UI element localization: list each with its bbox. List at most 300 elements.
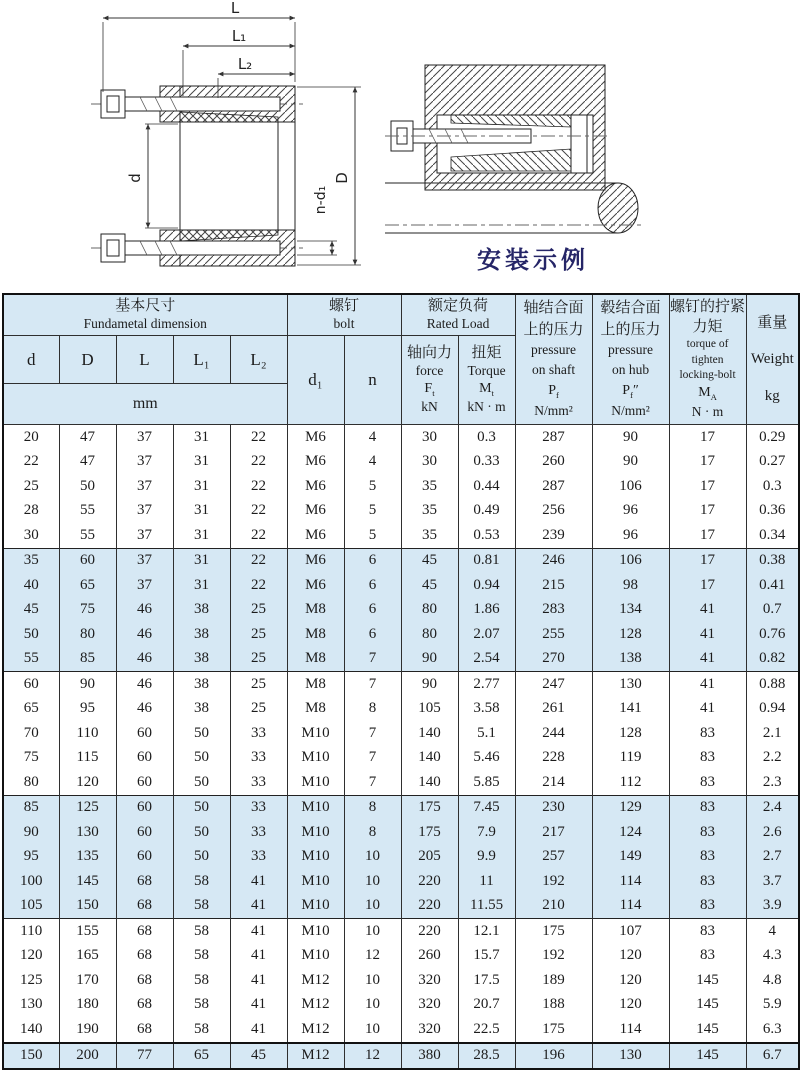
- table-cell: 1.86: [458, 598, 515, 623]
- table-cell: 25: [3, 474, 59, 499]
- table-cell: 83: [669, 919, 746, 944]
- table-cell: 175: [515, 919, 592, 944]
- table-cell: 6.3: [746, 1017, 799, 1043]
- dim-label-nd1: n-d₁: [313, 185, 329, 215]
- table-cell: 83: [669, 894, 746, 919]
- table-cell: 22: [230, 425, 287, 450]
- table-cell: 50: [173, 746, 230, 771]
- table-row: [3, 474, 799, 499]
- table-cell: 80: [59, 622, 116, 647]
- table-cell: 105: [401, 697, 458, 722]
- pressure-shaft-zh1: 轴结合面: [523, 299, 584, 316]
- table-cell: 38: [173, 598, 230, 623]
- table-cell: 25: [230, 672, 287, 697]
- table-cell: 135: [59, 845, 116, 870]
- table-cell: M8: [287, 598, 344, 623]
- table-cell: 46: [116, 647, 173, 672]
- table-cell: M10: [287, 869, 344, 894]
- table-cell: 260: [401, 944, 458, 969]
- table-cell: 90: [592, 425, 669, 450]
- table-cell: 0.7: [746, 598, 799, 623]
- table-cell: 5: [344, 474, 401, 499]
- table-cell: 90: [3, 820, 59, 845]
- table-cell: 83: [669, 869, 746, 894]
- table-cell: 0.82: [746, 647, 799, 672]
- table-row: [3, 548, 799, 573]
- table-cell: 150: [3, 1043, 59, 1070]
- table-cell: 192: [515, 869, 592, 894]
- table-cell: 120: [59, 770, 116, 795]
- table-row: [3, 919, 799, 944]
- table-row: [3, 1043, 799, 1070]
- table-cell: 5: [344, 499, 401, 524]
- table-cell: 90: [401, 672, 458, 697]
- table-cell: 17: [669, 548, 746, 573]
- table-cell: 37: [116, 499, 173, 524]
- table-cell: 46: [116, 598, 173, 623]
- table-cell: 31: [173, 548, 230, 573]
- table-cell: M6: [287, 474, 344, 499]
- table-row: [3, 869, 799, 894]
- tighten-en1: torque of: [686, 338, 729, 351]
- table-row: [3, 944, 799, 969]
- table-cell: 10: [344, 1017, 401, 1043]
- table-cell: 0.27: [746, 450, 799, 475]
- table-cell: 25: [230, 697, 287, 722]
- table-cell: 80: [401, 598, 458, 623]
- table-cell: 85: [59, 647, 116, 672]
- table-cell: 120: [592, 944, 669, 969]
- unit-header-mm: mm: [3, 384, 287, 425]
- table-cell: 22: [230, 573, 287, 598]
- col-header-axial-force: 轴向力 force $F_t$ kN: [401, 336, 458, 425]
- table-row: [3, 845, 799, 870]
- table-cell: 2.1: [746, 721, 799, 746]
- table-cell: 33: [230, 770, 287, 795]
- group-header-basic: [3, 294, 287, 336]
- table-row: [3, 598, 799, 623]
- table-cell: 239: [515, 523, 592, 548]
- table-cell: 0.88: [746, 672, 799, 697]
- table-cell: 380: [401, 1043, 458, 1070]
- installation-example-drawing: [385, 53, 715, 253]
- table-row: [3, 1017, 799, 1043]
- table-cell: 30: [401, 450, 458, 475]
- pressure-hub-symbol: $P_f''$: [622, 382, 639, 400]
- rated-zh: 额定负荷: [428, 298, 489, 315]
- table-row: [3, 622, 799, 647]
- table-cell: 37: [116, 548, 173, 573]
- table-cell: 247: [515, 672, 592, 697]
- table-cell: 75: [59, 598, 116, 623]
- dim-label-L1: L₁: [231, 27, 247, 45]
- table-cell: 170: [59, 968, 116, 993]
- table-cell: M6: [287, 425, 344, 450]
- table-cell: 165: [59, 944, 116, 969]
- weight-en: Weight: [750, 351, 794, 368]
- table-cell: 83: [669, 746, 746, 771]
- pressure-hub-en2: on hub: [611, 361, 650, 377]
- table-cell: 2.07: [458, 622, 515, 647]
- table-cell: 41: [230, 894, 287, 919]
- table-cell: 100: [3, 869, 59, 894]
- table-cell: 4: [344, 450, 401, 475]
- table-cell: 60: [3, 672, 59, 697]
- table-cell: 83: [669, 795, 746, 820]
- table-cell: 125: [59, 795, 116, 820]
- table-cell: 140: [401, 721, 458, 746]
- table-cell: 256: [515, 499, 592, 524]
- table-cell: 214: [515, 770, 592, 795]
- table-cell: 283: [515, 598, 592, 623]
- table-cell: 83: [669, 944, 746, 969]
- table-cell: 7: [344, 672, 401, 697]
- table-cell: 5.1: [458, 721, 515, 746]
- table-row: [3, 721, 799, 746]
- table-cell: 38: [173, 697, 230, 722]
- table-cell: 22: [3, 450, 59, 475]
- table-cell: 0.76: [746, 622, 799, 647]
- table-cell: 110: [3, 919, 59, 944]
- table-cell: 155: [59, 919, 116, 944]
- table-cell: 22: [230, 548, 287, 573]
- table-cell: 4: [746, 919, 799, 944]
- table-row: [3, 770, 799, 795]
- table-cell: M8: [287, 647, 344, 672]
- table-cell: 0.33: [458, 450, 515, 475]
- tighten-unit: N · m: [691, 404, 724, 420]
- table-cell: 180: [59, 993, 116, 1018]
- group-header-bolt: [287, 294, 401, 336]
- table-cell: 6: [344, 548, 401, 573]
- table-cell: 58: [173, 1017, 230, 1043]
- table-cell: 120: [3, 944, 59, 969]
- table-cell: 90: [592, 450, 669, 475]
- table-cell: 17: [669, 450, 746, 475]
- table-cell: 41: [669, 697, 746, 722]
- table-cell: 12.1: [458, 919, 515, 944]
- table-cell: 46: [116, 697, 173, 722]
- table-cell: 0.38: [746, 548, 799, 573]
- table-cell: 220: [401, 919, 458, 944]
- table-row: [3, 573, 799, 598]
- table-cell: 10: [344, 845, 401, 870]
- table-cell: 58: [173, 894, 230, 919]
- table-cell: 0.94: [458, 573, 515, 598]
- table-cell: 45: [401, 548, 458, 573]
- table-cell: 320: [401, 993, 458, 1018]
- table-cell: 50: [173, 820, 230, 845]
- table-cell: 20: [3, 425, 59, 450]
- table-cell: 106: [592, 474, 669, 499]
- table-cell: 0.36: [746, 499, 799, 524]
- table-cell: 68: [116, 968, 173, 993]
- table-cell: 80: [401, 622, 458, 647]
- dim-label-L: L: [230, 0, 240, 17]
- table-cell: 60: [116, 770, 173, 795]
- table-cell: M10: [287, 795, 344, 820]
- group-header-rated-load: [401, 294, 515, 336]
- table-cell: 35: [401, 523, 458, 548]
- weight-zh: 重量: [757, 314, 788, 331]
- table-cell: 45: [401, 573, 458, 598]
- table-cell: 33: [230, 820, 287, 845]
- table-cell: 31: [173, 425, 230, 450]
- table-cell: 7: [344, 647, 401, 672]
- table-cell: 260: [515, 450, 592, 475]
- table-row: [3, 820, 799, 845]
- table-cell: 114: [592, 1017, 669, 1043]
- col-header-pressure-hub: [592, 294, 669, 425]
- table-cell: 50: [173, 845, 230, 870]
- table-cell: 35: [3, 548, 59, 573]
- table-body: [3, 425, 799, 1070]
- table-cell: M8: [287, 672, 344, 697]
- table-cell: 47: [59, 425, 116, 450]
- table-cell: 41: [669, 647, 746, 672]
- table-cell: 11: [458, 869, 515, 894]
- table-cell: 112: [592, 770, 669, 795]
- table-cell: M6: [287, 523, 344, 548]
- table-cell: 25: [230, 647, 287, 672]
- table-cell: 35: [401, 474, 458, 499]
- table-cell: 3.9: [746, 894, 799, 919]
- col-header-L1: L₁: [173, 336, 230, 384]
- table-cell: 60: [116, 845, 173, 870]
- table-cell: 220: [401, 894, 458, 919]
- table-cell: 68: [116, 944, 173, 969]
- table-cell: 58: [173, 944, 230, 969]
- table-cell: 22: [230, 450, 287, 475]
- table-cell: 60: [116, 795, 173, 820]
- drawing-area: [0, 0, 800, 293]
- table-cell: 2.2: [746, 746, 799, 771]
- table-cell: 4.3: [746, 944, 799, 969]
- table-cell: 96: [592, 523, 669, 548]
- col-header-weight: [746, 294, 799, 425]
- pressure-hub-unit: N/mm²: [611, 403, 650, 419]
- table-cell: 30: [3, 523, 59, 548]
- table-cell: 2.4: [746, 795, 799, 820]
- table-cell: 119: [592, 746, 669, 771]
- weight-unit: kg: [764, 387, 780, 404]
- table-cell: 140: [401, 746, 458, 771]
- table-cell: 25: [230, 622, 287, 647]
- table-cell: 150: [59, 894, 116, 919]
- table-cell: M10: [287, 770, 344, 795]
- table-cell: 138: [592, 647, 669, 672]
- table-cell: 270: [515, 647, 592, 672]
- table-cell: 77: [116, 1043, 173, 1070]
- tighten-en2: tighten: [691, 353, 724, 366]
- table-cell: 11.55: [458, 894, 515, 919]
- bolt-zh: 螺钉: [329, 298, 360, 315]
- table-cell: 41: [230, 993, 287, 1018]
- table-cell: 60: [116, 746, 173, 771]
- table-cell: 7: [344, 721, 401, 746]
- table-cell: M10: [287, 845, 344, 870]
- table-cell: 8: [344, 697, 401, 722]
- table-cell: 287: [515, 425, 592, 450]
- table-cell: 90: [401, 647, 458, 672]
- tighten-zh2: 力矩: [692, 318, 723, 335]
- table-cell: 50: [59, 474, 116, 499]
- table-cell: 200: [59, 1043, 116, 1070]
- table-cell: 0.3: [746, 474, 799, 499]
- table-cell: 17.5: [458, 968, 515, 993]
- table-row: [3, 993, 799, 1018]
- table-cell: 128: [592, 622, 669, 647]
- col-header-tighten-torque: [669, 294, 746, 425]
- assembly-cross-section-drawing: [85, 0, 385, 292]
- table-cell: 0.34: [746, 523, 799, 548]
- table-cell: 31: [173, 573, 230, 598]
- table-cell: 5.85: [458, 770, 515, 795]
- table-cell: 120: [592, 993, 669, 1018]
- table-cell: 261: [515, 697, 592, 722]
- table-cell: 10: [344, 993, 401, 1018]
- table-cell: 145: [669, 1043, 746, 1070]
- table-cell: 5: [344, 523, 401, 548]
- table-cell: 90: [59, 672, 116, 697]
- col-header-d: d: [3, 336, 59, 384]
- table-cell: 0.49: [458, 499, 515, 524]
- table-cell: 130: [3, 993, 59, 1018]
- table-cell: 6: [344, 622, 401, 647]
- table-cell: 50: [173, 770, 230, 795]
- table-cell: 9.9: [458, 845, 515, 870]
- col-header-L2: L₂: [230, 336, 287, 384]
- table-cell: 83: [669, 721, 746, 746]
- table-cell: 38: [173, 672, 230, 697]
- table-cell: M10: [287, 894, 344, 919]
- table-cell: 58: [173, 919, 230, 944]
- table-cell: 6.7: [746, 1043, 799, 1070]
- table-cell: 31: [173, 450, 230, 475]
- table-cell: 145: [669, 968, 746, 993]
- table-cell: 0.3: [458, 425, 515, 450]
- table-cell: 37: [116, 523, 173, 548]
- col-header-d1: d₁: [287, 336, 344, 425]
- table-cell: 41: [230, 944, 287, 969]
- pressure-shaft-symbol: $P_f$: [548, 382, 559, 400]
- table-cell: M6: [287, 499, 344, 524]
- table-row: [3, 523, 799, 548]
- table-cell: M12: [287, 993, 344, 1018]
- table-cell: 145: [669, 993, 746, 1018]
- table-cell: 41: [669, 622, 746, 647]
- tighten-en3: locking-bolt: [679, 368, 736, 381]
- table-cell: 37: [116, 450, 173, 475]
- table-cell: 95: [59, 697, 116, 722]
- table-cell: 31: [173, 474, 230, 499]
- table-cell: 175: [401, 820, 458, 845]
- table-cell: 50: [173, 721, 230, 746]
- table-cell: 114: [592, 894, 669, 919]
- table-cell: 120: [592, 968, 669, 993]
- table-cell: M12: [287, 1043, 344, 1070]
- table-cell: 60: [116, 820, 173, 845]
- table-cell: 12: [344, 1043, 401, 1070]
- table-cell: M8: [287, 697, 344, 722]
- table-cell: 134: [592, 598, 669, 623]
- table-cell: 22: [230, 474, 287, 499]
- table-row: [3, 746, 799, 771]
- table-cell: 41: [230, 1017, 287, 1043]
- table-cell: 320: [401, 968, 458, 993]
- bolt-en: bolt: [333, 315, 355, 331]
- table-cell: 65: [59, 573, 116, 598]
- table-cell: 45: [230, 1043, 287, 1070]
- table-cell: 17: [669, 523, 746, 548]
- table-cell: M10: [287, 944, 344, 969]
- table-cell: 124: [592, 820, 669, 845]
- table-cell: 130: [592, 1043, 669, 1070]
- dim-label-d: d: [126, 173, 144, 183]
- table-cell: 192: [515, 944, 592, 969]
- table-cell: 80: [3, 770, 59, 795]
- table-row: [3, 672, 799, 697]
- table-cell: 175: [401, 795, 458, 820]
- table-cell: 4.8: [746, 968, 799, 993]
- table-cell: 68: [116, 919, 173, 944]
- table-cell: 5.9: [746, 993, 799, 1018]
- tighten-symbol: $M_A$: [698, 385, 717, 403]
- col-header-n: n: [344, 336, 401, 425]
- table-cell: 58: [173, 869, 230, 894]
- table-cell: 145: [59, 869, 116, 894]
- table-cell: 2.7: [746, 845, 799, 870]
- table-cell: 12: [344, 944, 401, 969]
- table-row: [3, 450, 799, 475]
- table-cell: 68: [116, 1017, 173, 1043]
- table-cell: 189: [515, 968, 592, 993]
- table-cell: 20.7: [458, 993, 515, 1018]
- table-cell: 246: [515, 548, 592, 573]
- table-cell: 215: [515, 573, 592, 598]
- table-cell: 217: [515, 820, 592, 845]
- table-cell: M6: [287, 450, 344, 475]
- table-cell: 8: [344, 795, 401, 820]
- table-cell: 6: [344, 598, 401, 623]
- table-cell: 28: [3, 499, 59, 524]
- pressure-hub-en1: pressure: [608, 342, 654, 358]
- table-cell: 7: [344, 746, 401, 771]
- table-cell: 95: [3, 845, 59, 870]
- table-cell: 38: [173, 647, 230, 672]
- table-cell: 107: [592, 919, 669, 944]
- col-header-torque: 扭矩 Torque $M_t$ kN · m: [458, 336, 515, 425]
- table-cell: 60: [116, 721, 173, 746]
- table-cell: 65: [3, 697, 59, 722]
- col-header-D: D: [59, 336, 116, 384]
- table-cell: 17: [669, 474, 746, 499]
- table-cell: 46: [116, 622, 173, 647]
- table-cell: 41: [669, 598, 746, 623]
- pressure-shaft-en1: pressure: [531, 342, 577, 358]
- table-cell: 7: [344, 770, 401, 795]
- table-cell: 83: [669, 845, 746, 870]
- table-cell: 105: [3, 894, 59, 919]
- table-cell: 2.3: [746, 770, 799, 795]
- table-cell: M12: [287, 1017, 344, 1043]
- table-cell: 7.45: [458, 795, 515, 820]
- pressure-shaft-en2: on shaft: [531, 361, 576, 377]
- table-cell: 210: [515, 894, 592, 919]
- table-cell: 255: [515, 622, 592, 647]
- table-cell: M10: [287, 721, 344, 746]
- table-cell: 129: [592, 795, 669, 820]
